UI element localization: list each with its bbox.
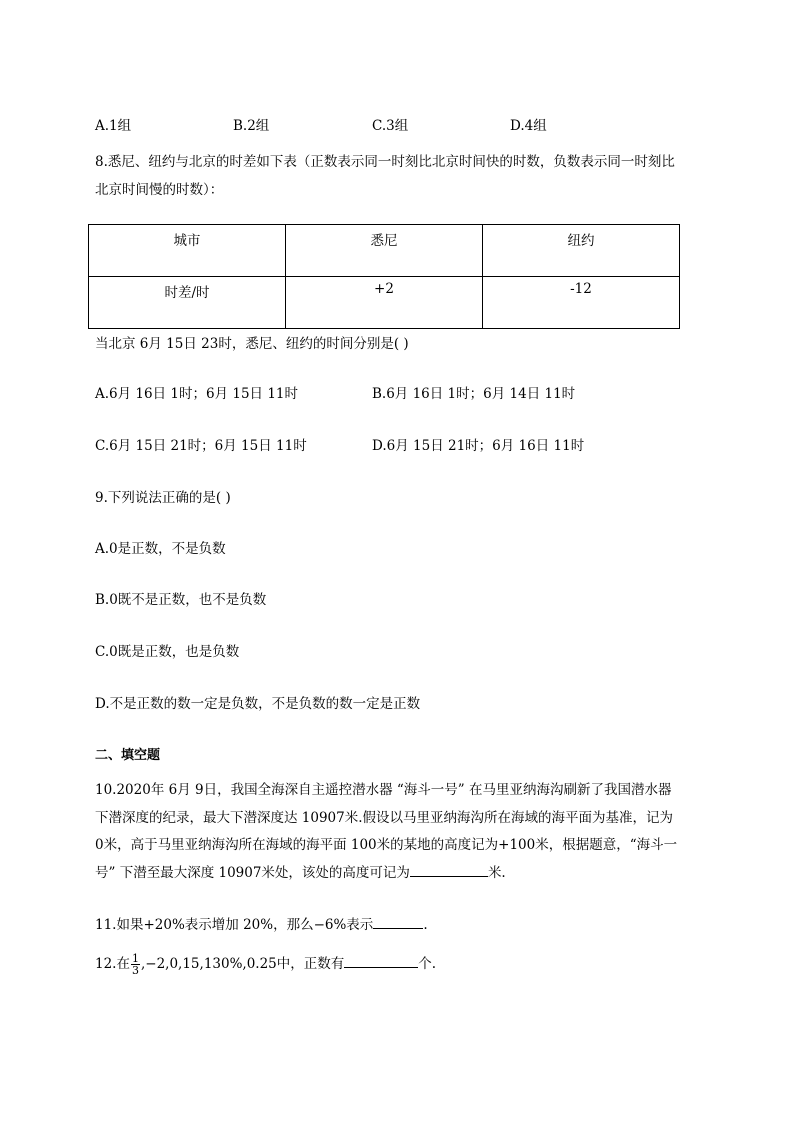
q8-option-d: D.6月 15日 21时；6月 16日 11时 — [372, 438, 585, 454]
question-12 — [95, 952, 436, 976]
question-12-text: 12.在 — [95, 956, 130, 972]
q9-option-a: A.0是正数，不是负数 — [95, 541, 226, 557]
fraction — [131, 953, 140, 976]
option-a: A.1组 — [95, 118, 132, 134]
table-cell: -12 — [483, 277, 680, 329]
question-10-line4-end: 米. — [487, 865, 506, 881]
q9-option-d: D.不是正数的数一定是负数，不是负数的数一定是正数 — [95, 696, 421, 712]
section-title: 二、填空题 — [95, 748, 161, 763]
question-11-end: . — [423, 917, 428, 933]
table-cell: 时差/时 — [89, 277, 286, 329]
fraction-denominator: 3 — [131, 964, 139, 977]
question-9-prompt: 9.下列说法正确的是( ) — [95, 490, 231, 506]
question-10-line4 — [95, 861, 506, 881]
question-10-line3: 0米，高于马里亚纳海沟所在海域的海平面 100米的某地的高度记为+100米，根据题意，“海斗一 — [95, 837, 678, 853]
option-d: D.4组 — [510, 118, 547, 134]
answer-blank[interactable] — [344, 955, 418, 968]
question-11 — [95, 913, 428, 933]
question-8-text-line2: 北京时间慢的时数）： — [95, 182, 224, 198]
fraction-numerator: 1 — [131, 952, 139, 965]
question-12-end: 个. — [418, 956, 437, 972]
question-10-line2: 下潜深度的纪录，最大下潜深度达 10907米.假设以马里亚纳海沟所在海域的海平面为基准，记为 — [95, 810, 674, 826]
question-10-line1: 10.2020年 6月 9日，我国全海深自主遥控潜水器 “海斗一号” 在马里亚纳海沟刷新了我国潜水器 — [95, 782, 672, 798]
table-cell: +2 — [286, 277, 483, 329]
time-difference-table — [88, 224, 680, 329]
table-cell: 悉尼 — [286, 225, 483, 277]
question-8-text-line1: 8.悉尼、纽约与北京的时差如下表（正数表示同一时刻比北京时间快的时数，负数表示同一时刻比 — [95, 154, 675, 170]
q8-option-a: A.6月 16日 1时；6月 15日 11时 — [95, 386, 299, 402]
answer-blank[interactable] — [373, 916, 423, 929]
q9-option-c: C.0既是正数，也是负数 — [95, 644, 240, 660]
q9-option-b: B.0既不是正数，也不是负数 — [95, 592, 267, 608]
q8-option-b: B.6月 16日 1时；6月 14日 11时 — [372, 386, 576, 402]
question-12-numbers: ,−2,0,15,130%,0.25中，正数有 — [140, 956, 345, 972]
option-c: C.3组 — [372, 118, 409, 134]
question-11-text: 11.如果+20%表示增加 20%，那么−6%表示 — [95, 917, 374, 933]
q8-option-c: C.6月 15日 21时；6月 15日 11时 — [95, 438, 307, 454]
question-10-line4-text: 号” 下潜至最大深度 10907米处，该处的高度可记为 — [95, 865, 410, 881]
answer-blank[interactable] — [410, 864, 488, 877]
table-row — [89, 277, 680, 329]
option-b: B.2组 — [233, 118, 270, 134]
question-8-prompt: 当北京 6月 15日 23时，悉尼、纽约的时间分别是( ) — [95, 336, 409, 352]
table-cell: 城市 — [89, 225, 286, 277]
table-cell: 纽约 — [483, 225, 680, 277]
table-row — [89, 225, 680, 277]
